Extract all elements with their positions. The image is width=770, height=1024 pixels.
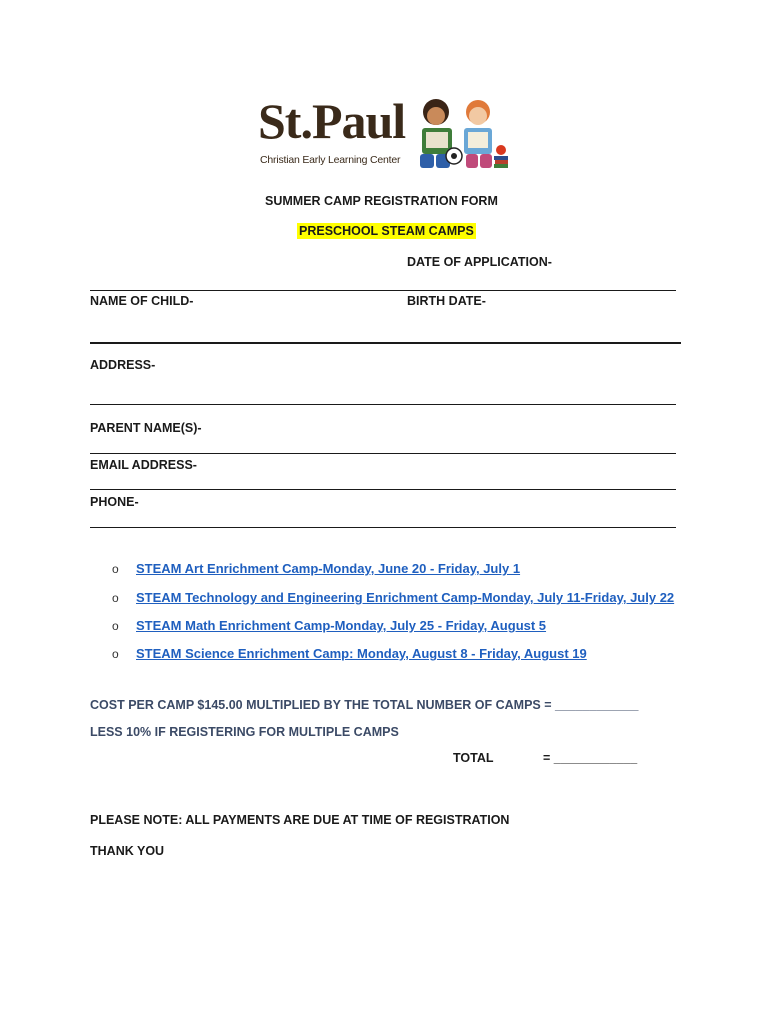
- camp-link-math[interactable]: STEAM Math Enrichment Camp-Monday, July 25 - Friday, August 5: [136, 618, 547, 633]
- form-title: SUMMER CAMP REGISTRATION FORM: [265, 194, 498, 208]
- camp-option-math[interactable]: [112, 618, 546, 633]
- camp-link-art[interactable]: STEAM Art Enrichment Camp-Monday, June 20 - Friday, July 1: [136, 561, 521, 576]
- logo-subtitle: Christian Early Learning Center: [260, 154, 401, 166]
- camp-link-science[interactable]: STEAM Science Enrichment Camp: Monday, August 8 - Friday, August 19: [136, 646, 587, 661]
- address-label: ADDRESS-: [90, 358, 156, 372]
- date-of-application-line[interactable]: [90, 290, 676, 291]
- date-of-application-label: DATE OF APPLICATION-: [407, 255, 552, 269]
- camp-bullet: o: [112, 647, 119, 661]
- phone-line[interactable]: [90, 527, 676, 528]
- camp-link-technology[interactable]: STEAM Technology and Engineering Enrichment Camp-Monday, July 11-Friday, July 22: [136, 590, 675, 605]
- cost-per-camp-text: COST PER CAMP $145.00 MULTIPLIED BY THE TOTAL NUMBER OF CAMPS = ____________: [90, 698, 639, 712]
- camp-bullet: o: [112, 591, 119, 605]
- camp-bullet: o: [112, 562, 119, 576]
- child-name-line[interactable]: [90, 342, 681, 344]
- address-line[interactable]: [90, 404, 676, 405]
- total-label: TOTAL: [453, 751, 494, 765]
- thank-you-text: THANK YOU: [90, 844, 165, 858]
- form-subtitle: [297, 224, 476, 238]
- logo-wordmark: St.Paul: [258, 93, 406, 149]
- school-logo: [258, 93, 528, 176]
- camp-bullet: o: [112, 619, 119, 633]
- payment-note: PLEASE NOTE: ALL PAYMENTS ARE DUE AT TIME OF REGISTRATION: [90, 813, 510, 827]
- children-reading-illustration: [414, 98, 510, 172]
- parent-name-label: PARENT NAME(S)-: [90, 421, 202, 435]
- child-name-label: NAME OF CHILD-: [90, 294, 194, 308]
- camp-option-art[interactable]: [112, 561, 520, 576]
- parent-name-line[interactable]: [90, 453, 676, 454]
- birth-date-label: BIRTH DATE-: [407, 294, 486, 308]
- camp-option-science[interactable]: [112, 646, 587, 661]
- email-label: EMAIL ADDRESS-: [90, 458, 197, 472]
- total-value-field[interactable]: = ____________: [543, 751, 638, 765]
- phone-label: PHONE-: [90, 495, 139, 509]
- form-subtitle-text: PRESCHOOL STEAM CAMPS: [299, 224, 474, 238]
- camp-option-technology[interactable]: [112, 590, 674, 605]
- email-line[interactable]: [90, 489, 676, 490]
- multiple-camp-discount-text: LESS 10% IF REGISTERING FOR MULTIPLE CAMPS: [90, 725, 399, 739]
